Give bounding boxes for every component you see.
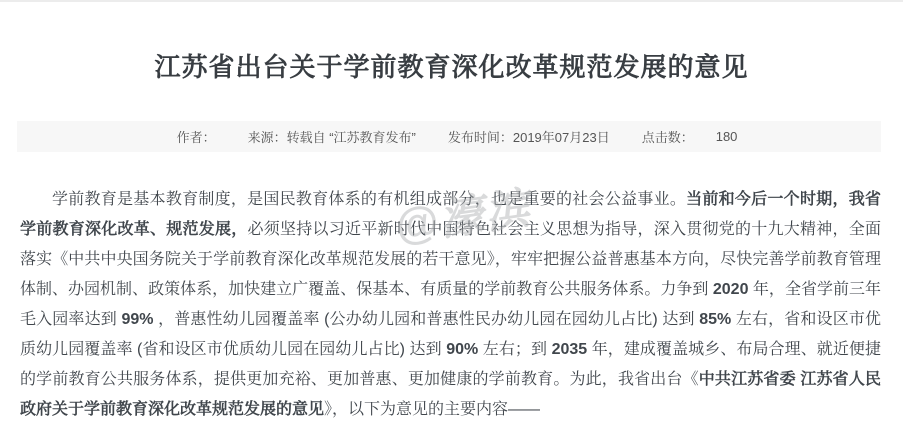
text-run-bold: 99% [121,311,154,328]
meta-source-label: 来源：转载自 “江苏教育发布” [247,130,416,145]
meta-hits-label: 点击数： [641,130,694,145]
text-run: ，普惠性幼儿园覆盖率 (公办幼儿园和普惠性民办幼儿园在园幼儿占比) 达到 [153,311,700,328]
text-run-bold: 当前和今后一个时期，我省学前教育深化改革、规范发展， [20,191,881,238]
text-run-bold: 90% [446,341,479,358]
text-run: 年，建成覆盖城乡、布局合理、就近便捷的学前教育公共服务体系，提供更加充裕、更加普惠、更加健康的学前教育。为此，我省出台《 [20,341,881,388]
text-run-bold: 中共江苏省委 江苏省人民政府关于学前教育深化改革规范发展的意见 [20,371,881,418]
page-title: 江苏省出台关于学前教育深化改革规范发展的意见 [154,52,749,82]
meta-publish-time: 发布时间：2019年07月23日 [447,130,610,145]
top-divider [0,0,903,2]
text-run: 必须坚持以习近平新时代中国特色社会主义思想为指导，深入贯彻党的十九大精神，全面落实《中共中央国务院关于学前教育深化改革规范发展的若干意见》，牢牢把握公益普惠基本方向，尽快完善学前教育管理体制、办园机制、政策体系，加快建立广覆盖、保基本、有质量的学前教育公共服务体系。力争到 [20,221,881,298]
meta-hits-value: 180 [715,129,738,144]
text-run: 年，全省学前三年毛入园率达到 [20,281,881,328]
text-run-bold: 2035 [551,341,588,358]
watermark-text: @濠滨 [391,183,535,252]
text-run: 左右；到 [478,341,552,358]
text-run-bold: 85% [699,311,732,328]
text-run-bold: 2020 [712,281,749,298]
article-content [20,185,881,425]
text-run: 左右，省和设区市优质幼儿园覆盖率 (省和设区市优质幼儿园在园幼儿占比) 达到 [20,311,881,358]
text-run: 》，以下为意见的主要内容—— [324,401,541,418]
meta-author-label: 作者： [176,130,216,145]
article-paragraph [20,185,881,425]
meta-bar [17,121,881,152]
text-run: 学前教育是基本教育制度，是国民教育体系的有机组成部分，也是重要的社会公益事业。 [52,191,687,208]
